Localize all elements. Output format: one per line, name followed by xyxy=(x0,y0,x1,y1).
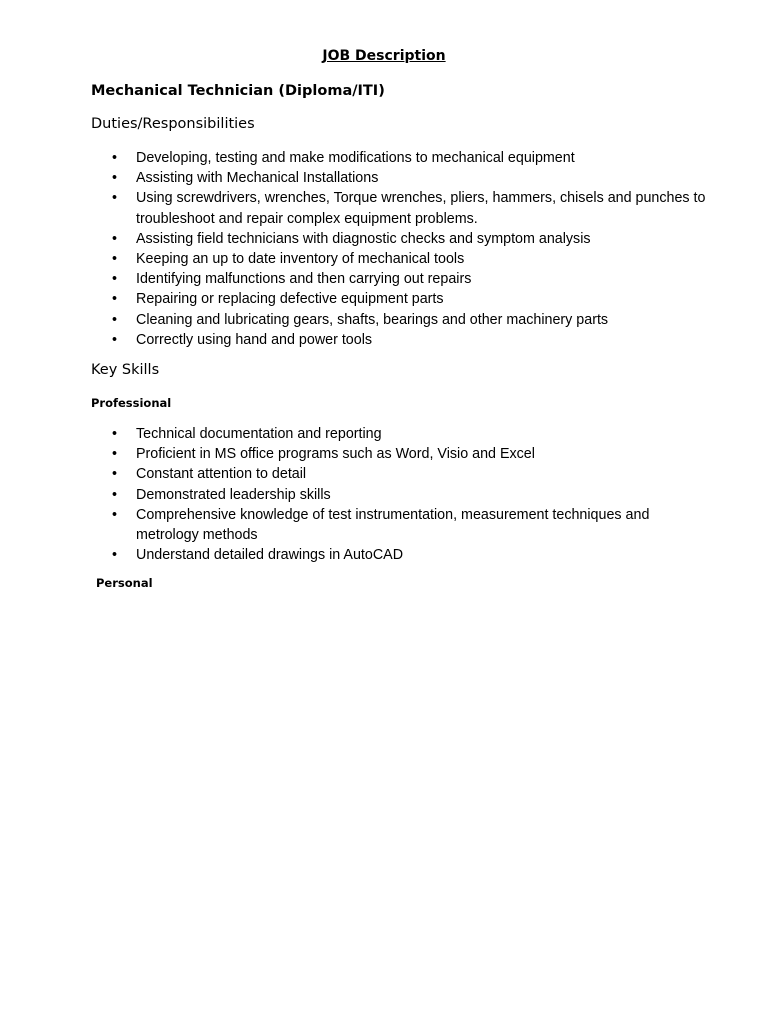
skill-text: Comprehensive knowledge of test instrumentation, measurement techniques and metrology methods xyxy=(136,506,650,544)
list-item xyxy=(0,168,768,188)
bullet-icon: • xyxy=(112,311,118,328)
list-item xyxy=(0,229,768,249)
skill-text: Understand detailed drawings in AutoCAD xyxy=(136,547,404,564)
professional-heading: Professional xyxy=(91,396,172,410)
key-skills-heading: Key Skills xyxy=(91,362,160,378)
bullet-icon: • xyxy=(112,446,118,463)
skill-text: Constant attention to detail xyxy=(136,466,307,483)
bullet-icon: • xyxy=(112,150,118,166)
bullet-icon: • xyxy=(112,486,118,503)
list-item xyxy=(0,289,768,309)
list-item xyxy=(0,444,768,464)
bullet-icon: • xyxy=(112,547,118,564)
duty-text: Identifying malfunctions and then carrying out repairs xyxy=(136,271,472,288)
document-title: JOB Description xyxy=(322,48,446,64)
duty-text: Cleaning and lubricating gears, shafts, bearings and other machinery parts xyxy=(136,311,609,328)
bullet-icon: • xyxy=(112,426,118,442)
bullet-icon: • xyxy=(112,251,118,268)
bullet-icon: • xyxy=(112,170,118,187)
duty-text: Repairing or replacing defective equipment parts xyxy=(136,291,444,308)
bullet-icon: • xyxy=(112,230,118,247)
bullet-icon: • xyxy=(112,506,118,523)
duty-text: Assisting field technicians with diagnostic checks and symptom analysis xyxy=(136,230,591,247)
duty-text: Using screwdrivers, wrenches, Torque wrenches, pliers, hammers, chisels and punches to troubleshoot and repair complex equipment problems. xyxy=(136,190,706,227)
list-item xyxy=(0,310,768,330)
job-role-heading: Mechanical Technician (Diploma/ITI) xyxy=(91,83,385,99)
bullet-icon: • xyxy=(112,271,118,288)
list-item xyxy=(0,545,768,565)
list-item xyxy=(0,505,768,545)
list-item xyxy=(0,188,768,228)
list-item xyxy=(0,485,768,505)
duty-text: Assisting with Mechanical Installations xyxy=(136,170,379,187)
list-item xyxy=(0,148,768,168)
duty-text: Correctly using hand and power tools xyxy=(136,331,373,348)
personal-heading: Personal xyxy=(96,576,153,590)
bullet-icon: • xyxy=(112,331,118,348)
duty-text: Keeping an up to date inventory of mechanical tools xyxy=(136,251,465,268)
skill-text: Demonstrated leadership skills xyxy=(136,486,331,503)
duties-heading: Duties/Responsibilities xyxy=(91,116,255,132)
duty-text: Developing, testing and make modifications to mechanical equipment xyxy=(136,150,575,166)
skill-text: Technical documentation and reporting xyxy=(136,426,382,442)
list-item xyxy=(0,330,768,350)
skill-text: Proficient in MS office programs such as Word, Visio and Excel xyxy=(136,446,535,463)
bullet-icon: • xyxy=(112,291,118,308)
list-item xyxy=(0,269,768,289)
professional-skills-list xyxy=(0,424,768,565)
duties-list xyxy=(0,148,768,350)
list-item xyxy=(0,464,768,484)
bullet-icon: • xyxy=(112,466,118,483)
bullet-icon: • xyxy=(112,190,118,207)
list-item xyxy=(0,249,768,269)
list-item xyxy=(0,424,768,444)
